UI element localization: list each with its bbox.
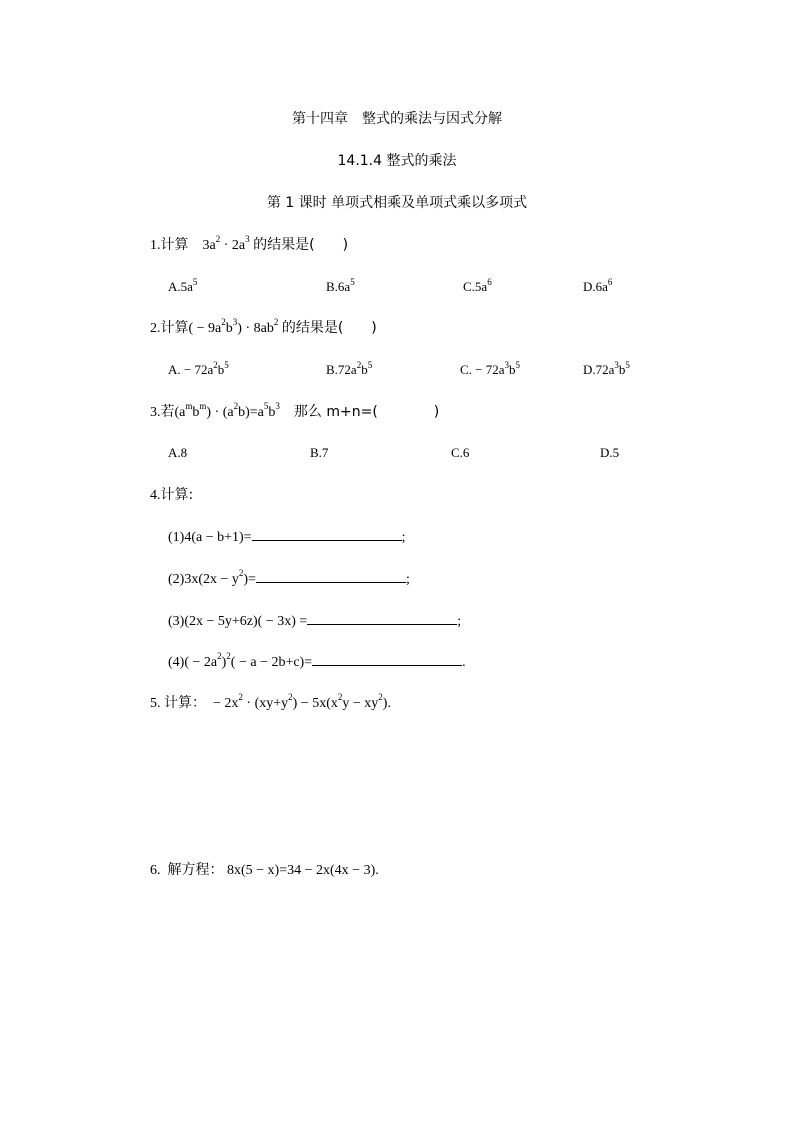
question-1-option-b[interactable]: $B.6a^5$ (326, 276, 355, 294)
question-5-number: 5. (150, 696, 161, 711)
question-3: 3.若$(a^mb^m) \cdot (a^2b)=a^5b^3$ 那么 m+n=( ) (150, 401, 440, 420)
question-4 (150, 486, 193, 505)
question-1-option-d[interactable]: $D.6a^6$ (583, 276, 613, 294)
question-2: 2.计算( − $9a^2b^3) \cdot 8ab^2$ 的结果是( ) (150, 317, 377, 336)
question-2-option-a[interactable]: A. − $72a^2b^5$ (168, 359, 229, 377)
question-6 (150, 861, 379, 880)
question-5-label: 计算： (164, 695, 206, 711)
question-1-option-a[interactable]: $A.5a^5$ (168, 276, 198, 294)
question-4-label: 计算: (160, 487, 194, 503)
question-3-label: 若 (160, 404, 175, 420)
answer-blank-1[interactable] (252, 527, 402, 541)
question-3-option-d[interactable]: D.5 (600, 445, 620, 460)
question-2-option-c[interactable]: C. − $72a^3b^5$ (460, 359, 521, 377)
question-3-option-a[interactable]: A.8 (168, 445, 188, 460)
question-2-option-d[interactable]: $D.72a^3b^5$ (583, 359, 630, 377)
question-3-option-c[interactable]: C.6 (451, 445, 470, 460)
answer-blank-2[interactable] (256, 569, 406, 583)
question-4-item-4: $(4)( - 2a^2)^2( - a - 2b+c)=$ . (168, 651, 466, 670)
question-4-item-1: (1)4(a − b+1)= ; (168, 527, 405, 547)
question-2-option-b[interactable]: $B.72a^2b^5$ (326, 359, 373, 377)
question-4-item-2: $(2)3x(2x - y^2)=$ ; (168, 568, 410, 587)
question-1-number: 1. (150, 238, 161, 253)
question-5: 5. 计算： − $2x^2 \cdot (xy+y^2) - 5x(x^2y - xy^2)$. (150, 692, 391, 711)
section-title-text: 14.1.4 整式的乘法 (337, 153, 457, 169)
question-1-label: 计算 (160, 237, 189, 253)
question-3-number: 3. (150, 405, 161, 420)
question-6-number: 6. (150, 863, 161, 878)
section-title (0, 152, 794, 171)
question-1: 1.计算 $3a^2 \cdot 2a^3$ 的结果是( ) (150, 234, 349, 253)
chapter-title: 第十四章 整式的乘法与因式分解 (292, 111, 502, 127)
answer-blank-4[interactable] (312, 652, 462, 666)
question-4-item-3: (3)(2x − 5y+6z)( − 3x) = ; (168, 611, 461, 631)
question-2-number: 2. (150, 321, 161, 336)
question-2-label: 计算 (160, 320, 189, 336)
question-3-mid: 那么 m+n=( ) (293, 404, 440, 420)
question-6-expression: 8x(5 − x)=34 − 2x(4x − 3). (227, 863, 379, 878)
lesson-title: 第 1 课时 单项式相乘及单项式乘以多项式 (266, 195, 528, 211)
question-3-option-b[interactable]: B.7 (310, 445, 329, 460)
question-1-option-c[interactable]: $C.5a^6$ (463, 276, 492, 294)
question-6-label: 解方程： (167, 862, 224, 878)
question-2-tail: 的结果是( ) (281, 320, 377, 336)
question-1-tail: 的结果是( ) (253, 237, 349, 253)
question-4-number: 4. (150, 488, 161, 503)
answer-blank-3[interactable] (307, 611, 457, 625)
